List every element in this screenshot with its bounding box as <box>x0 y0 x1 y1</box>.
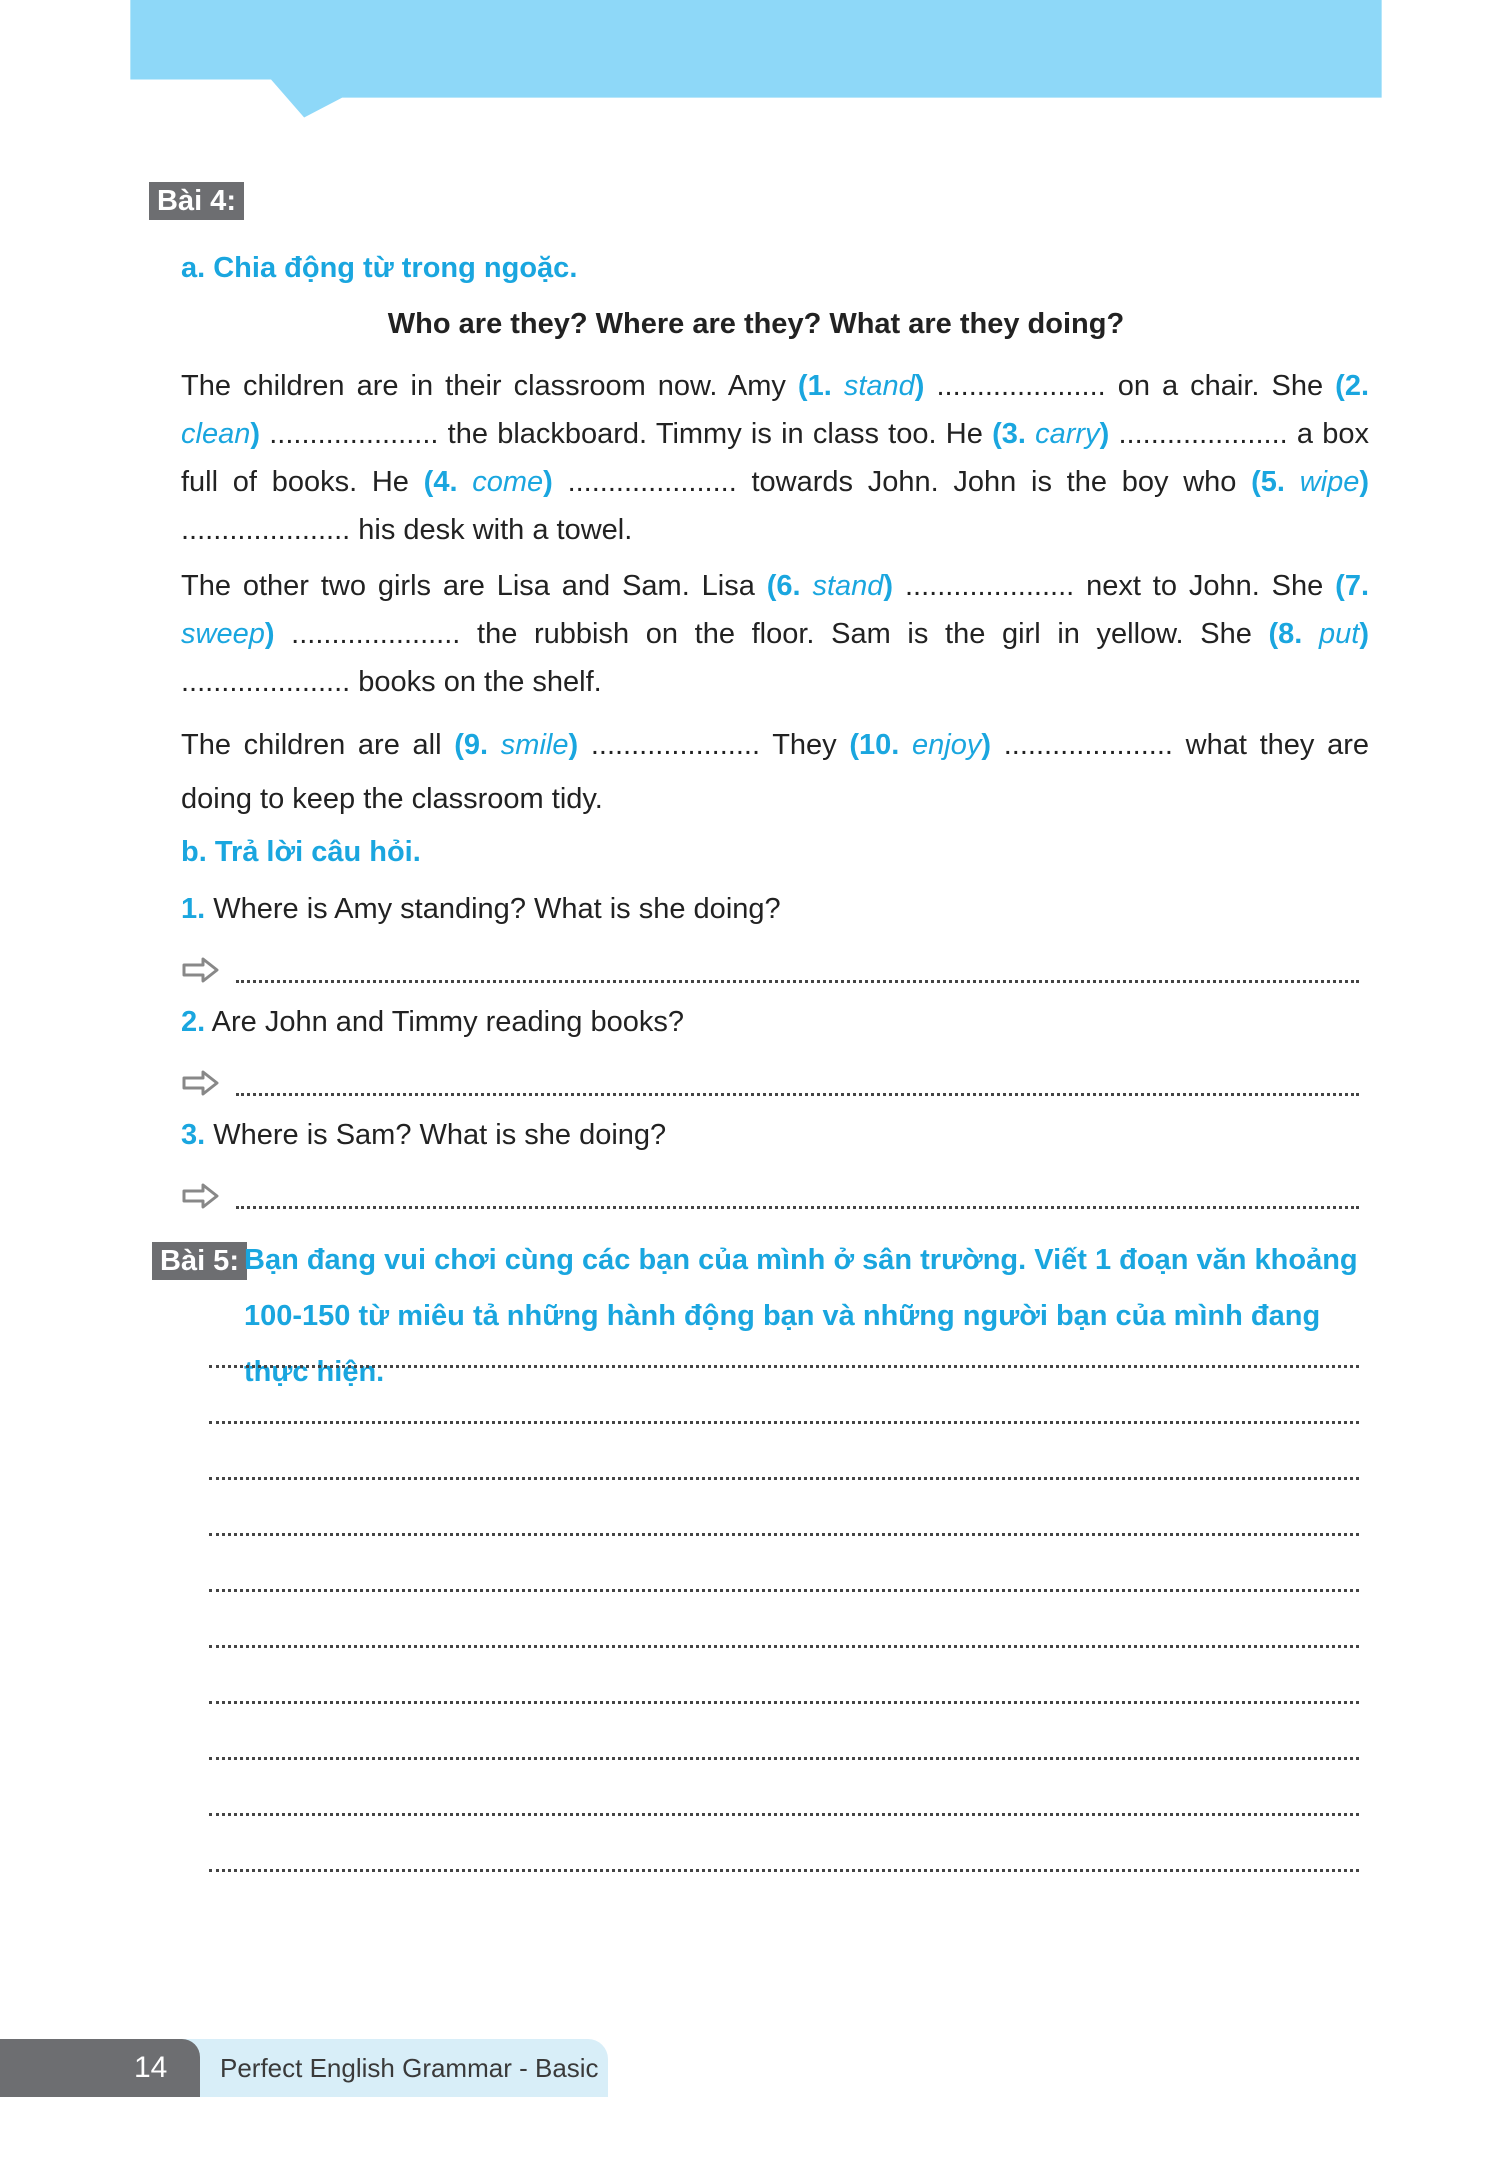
footer-book-title: Perfect English Grammar - Basic <box>182 2039 608 2097</box>
question-3: 3. Where is Sam? What is she doing? <box>181 1119 667 1151</box>
writing-line[interactable] <box>209 1701 1359 1704</box>
blank-2: ..................... <box>269 418 439 450</box>
writing-line[interactable] <box>209 1589 1359 1592</box>
writing-line[interactable] <box>209 1533 1359 1536</box>
paragraph-2: The other two girls are Lisa and Sam. Lisa (6. stand) ..................... next to John. She (7. sweep) ..................... the rubbish on the floor. Sam is the girl in yellow. She (8. put) ..................... books on the shelf. <box>181 570 1369 698</box>
answer-dots <box>236 1093 1359 1096</box>
arrow-icon <box>181 1069 221 1097</box>
writing-line[interactable] <box>209 1421 1359 1424</box>
writing-line[interactable] <box>209 1813 1359 1816</box>
verb-hint-5: wipe <box>1299 466 1360 498</box>
part-b-heading: b. Trả lời câu hỏi. <box>181 836 421 868</box>
writing-line[interactable] <box>209 1645 1359 1648</box>
writing-line[interactable] <box>209 1477 1359 1480</box>
blank-10: ..................... <box>1003 729 1173 761</box>
page-number: 14 <box>0 2039 200 2097</box>
part-a-heading: a. Chia động từ trong ngoặc. <box>181 252 578 284</box>
answer-dots <box>236 980 1359 983</box>
writing-line[interactable] <box>209 1757 1359 1760</box>
exercise-4-label: Bài 4: <box>149 182 244 220</box>
answer-line-3[interactable] <box>181 1176 1359 1216</box>
exercise-5-label: Bài 5: <box>152 1242 247 1280</box>
header-band <box>0 0 1512 120</box>
verb-hint-8: put <box>1319 618 1360 650</box>
question-1: 1. Where is Amy standing? What is she doing? <box>181 893 781 925</box>
verb-hint-9: smile <box>500 729 569 761</box>
answer-line-1[interactable] <box>181 950 1359 990</box>
blank-7: ..................... <box>291 618 461 650</box>
answer-dots <box>236 1206 1359 1209</box>
writing-line[interactable] <box>209 1869 1359 1872</box>
verb-hint-10: enjoy <box>912 729 982 761</box>
question-2: 2. Are John and Timmy reading books? <box>181 1006 684 1038</box>
blank-8: ..................... <box>181 666 351 698</box>
answer-line-2[interactable] <box>181 1063 1359 1103</box>
paragraph-3: The children are all (9. smile) ..................... They (10. enjoy) ..................... what they are doing to keep the classroom tidy. <box>181 729 1370 815</box>
blank-3: ..................... <box>1118 418 1288 450</box>
exercise-5-prompt: Bạn đang vui chơi cùng các bạn của mình ở sân trường. Viết 1 đoạn văn khoảng 100-150 từ miêu tả những hành động bạn và những người bạn của mình đang thực hiện. <box>244 1244 1358 1388</box>
verb-hint-1: stand <box>843 370 915 402</box>
blank-9: ..................... <box>590 729 761 761</box>
verb-hint-6: stand <box>812 570 884 602</box>
blank-5: ..................... <box>181 514 351 546</box>
paragraph-1: The children are in their classroom now. Amy (1. stand) ..................... on a chair. She (2. clean) ..................... the blackboard. Timmy is in class too. He (3. carry) ..................... a box full of books. He (4. come) ..................... towards John. John is the boy who (5. wipe) ..................... his desk with a towel. <box>181 370 1370 546</box>
blank-1: ..................... <box>936 370 1106 402</box>
blank-6: ..................... <box>904 570 1075 602</box>
arrow-icon <box>181 956 221 984</box>
verb-hint-2: clean <box>181 418 251 450</box>
story-title: Who are they? Where are they? What are they doing? <box>387 308 1125 340</box>
verb-hint-4: come <box>472 466 544 498</box>
blank-4: ..................... <box>567 466 737 498</box>
verb-hint-3: carry <box>1035 418 1100 450</box>
arrow-icon <box>181 1182 221 1210</box>
verb-hint-7: sweep <box>181 618 265 650</box>
writing-line[interactable] <box>209 1365 1359 1368</box>
